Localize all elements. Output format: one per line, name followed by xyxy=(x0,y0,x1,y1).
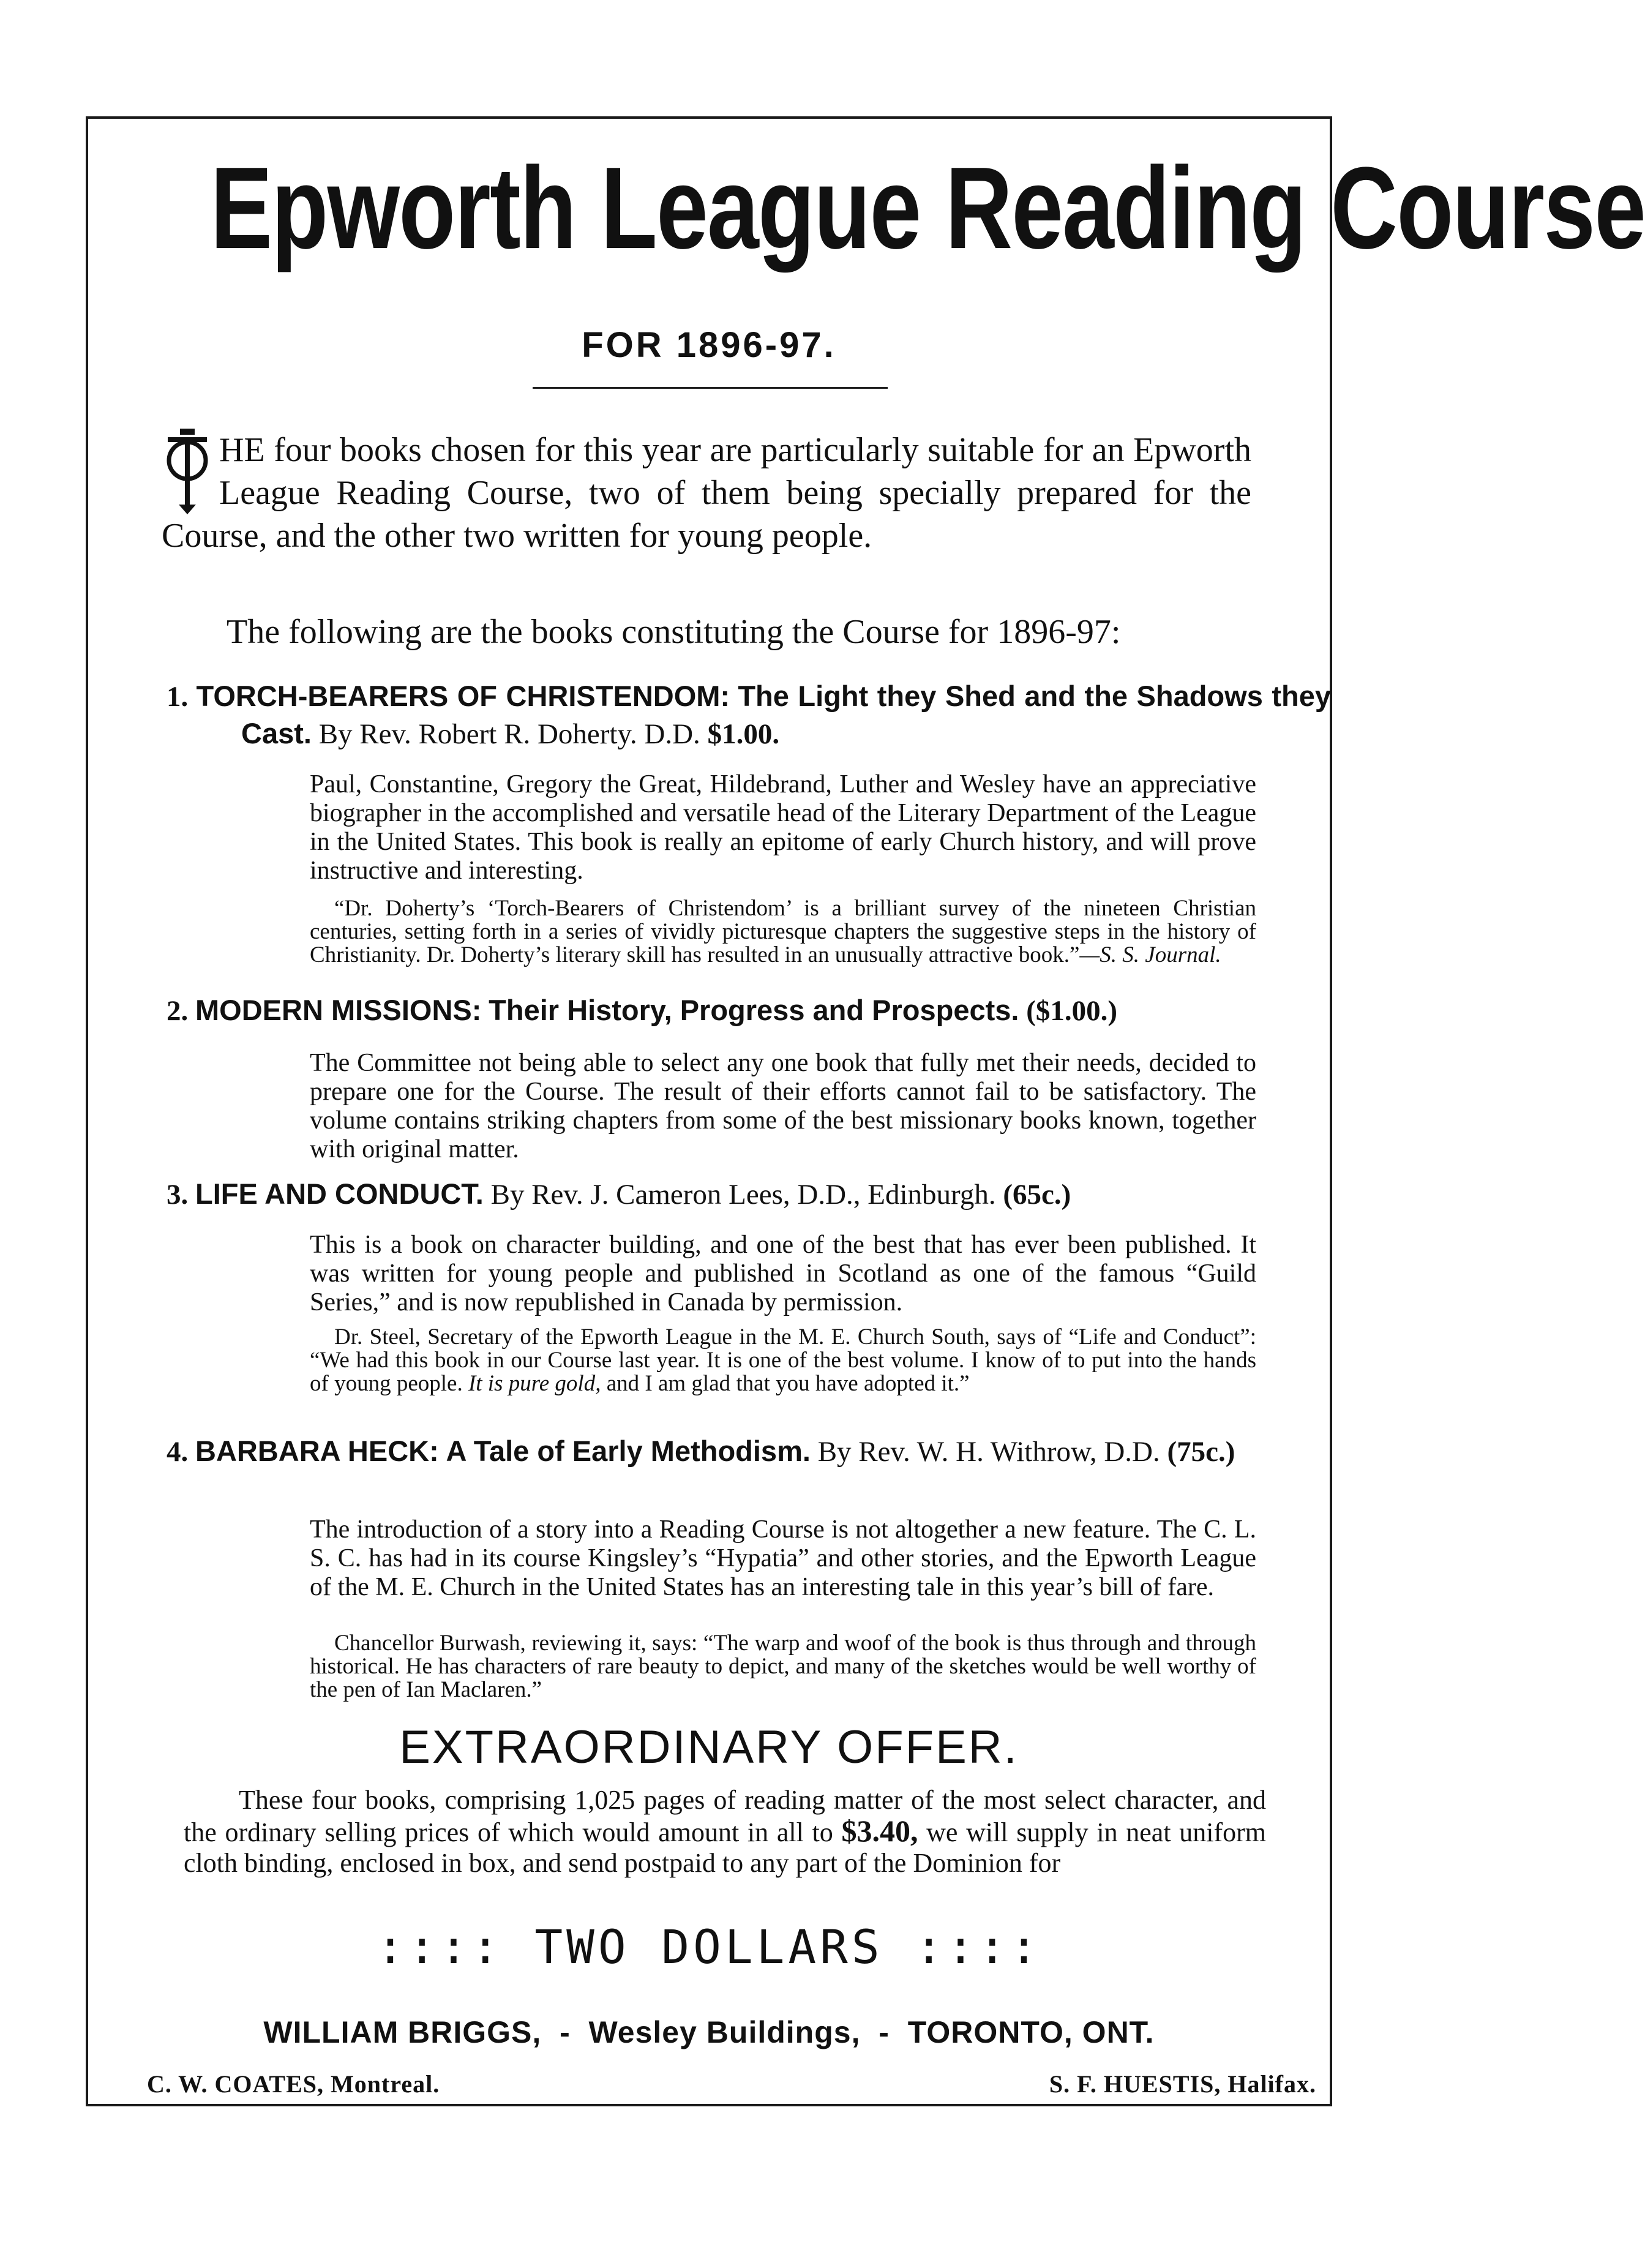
agent-halifax: S. F. HUESTIS, Halifax. xyxy=(1049,2070,1316,2098)
publisher-separator-1: - xyxy=(560,2015,571,2049)
book-4-description: The introduction of a story into a Reading Course is not altogether a new feature. The C. L. S. C. has had in its course Kingsley’s “Hypatia” and other stories, and the Epworth League of the M. E. Church in the United States has an interesting tale in this year’s bill of fare. xyxy=(310,1515,1256,1601)
book-4-price: (75c.) xyxy=(1167,1436,1235,1468)
publisher-city: TORONTO, ONT. xyxy=(907,2015,1155,2049)
book-4-review: Chancellor Burwash, reviewing it, says: “The warp and woof of the book is thus through and through historical. He has characters of rare beauty to depict, and many of the sketches would be well worthy of the pen of Ian Maclaren.” xyxy=(310,1631,1256,1702)
offer-title: EXTRAORDINARY OFFER. xyxy=(399,1721,1019,1773)
book-1-quote-source: —S. S. Journal. xyxy=(1079,942,1221,967)
book-3-quote-emphasis: It is pure gold, xyxy=(468,1371,601,1396)
offer-paragraph xyxy=(184,1785,1266,1879)
publisher-address: Wesley Buildings, xyxy=(588,2015,861,2049)
offer-price-line: :::: TWO DOLLARS :::: xyxy=(376,1920,1042,1974)
offer-amount: $3.40, xyxy=(841,1814,918,1848)
book-2-heading xyxy=(167,992,1256,1029)
book-1-heading xyxy=(167,678,1331,753)
page-title: Epworth League Reading Course xyxy=(210,143,1645,273)
book-4-author: By Rev. W. H. Withrow, D.D. xyxy=(817,1436,1160,1468)
book-3-title: LIFE AND CONDUCT. xyxy=(195,1177,484,1210)
offer-text-after: we will supply in neat uniform cloth binding, enclosed in box, and send postpaid to any part of the Dominion for xyxy=(184,1817,1266,1878)
publisher-name: WILLIAM BRIGGS, xyxy=(263,2015,542,2049)
book-2-number: 2. xyxy=(167,995,189,1027)
book-2-description: The Committee not being able to select any one book that fully met their needs, decided to prepare one for the Course. The result of their efforts cannot fail to be satisfactory. The volume contains striking chapters from some of the best missionary books known, together with original matter. xyxy=(310,1049,1256,1163)
book-1-number: 1. xyxy=(167,681,189,713)
publisher-separator-2: - xyxy=(879,2015,890,2049)
book-2-price: ($1.00.) xyxy=(1026,995,1118,1027)
book-1-review xyxy=(310,897,1256,967)
book-3-quote: Dr. Steel, Secretary of the Epworth League in the M. E. Church South, says of “Life and Conduct”: “We had this book in our Course last year. It is one of the best volume. I know of to put into the hands of young people. xyxy=(310,1324,1256,1396)
book-4-heading xyxy=(167,1433,1331,1470)
page-subtitle: FOR 1896-97. xyxy=(582,325,836,365)
book-3-heading xyxy=(167,1176,1256,1213)
book-3-author: By Rev. J. Cameron Lees, D.D., Edinburgh. xyxy=(490,1179,996,1211)
book-1-description: Paul, Constantine, Gregory the Great, Hildebrand, Luther and Wesley have an appreciative biographer in the accomplished and versatile head of the Literary Department of the League in the United States. This book is really an epitome of early Church history, and will prove instructive and interesting. xyxy=(310,770,1256,885)
book-2-subtitle: Their History, Progress and Prospects. xyxy=(489,994,1019,1026)
intro-text: HE four books chosen for this year are particularly suitable for an Epworth League Reading Course, two of them being specially prepared for the Course, and the other two written for young people. xyxy=(162,431,1251,555)
offer-text-before: These four books, comprising 1,025 pages of reading matter of the most select character, and the ordinary selling prices of which would amount in all to xyxy=(184,1785,1266,1847)
publisher-line xyxy=(86,2015,1332,2050)
book-1-quote: “Dr. Doherty’s ‘Torch-Bearers of Christendom’ is a brilliant survey of the nineteen Christian centuries, setting forth in a series of vividly picturesque chapters the suggestive steps in the history of Christianity. Dr. Doherty’s literary skill has resulted in an unusually attractive book.” xyxy=(310,896,1256,967)
agent-montreal: C. W. COATES, Montreal. xyxy=(147,2070,440,2098)
book-2-title: MODERN MISSIONS: xyxy=(195,994,482,1026)
following-line: The following are the books constituting the Course for 1896-97: xyxy=(227,613,1121,651)
book-3-review xyxy=(310,1326,1256,1395)
book-4-subtitle: A Tale of Early Methodism. xyxy=(446,1435,811,1467)
title-divider xyxy=(533,387,888,389)
book-1-subtitle: The Light they Shed and the Shadows they Cast. xyxy=(241,680,1332,749)
book-3-description: This is a book on character building, and one of the best that has ever been published. It was written for young people and published in Scotland as one of the famous “Guild Series,” and is now republished in Canada by permission. xyxy=(310,1231,1256,1316)
intro-paragraph xyxy=(162,429,1251,557)
book-3-number: 3. xyxy=(167,1179,189,1211)
book-3-price: (65c.) xyxy=(1003,1179,1071,1211)
book-4-title: BARBARA HECK: xyxy=(195,1435,439,1467)
book-1-title: TORCH-BEARERS OF CHRISTENDOM: xyxy=(196,680,730,712)
book-1-author: By Rev. Robert R. Doherty. D.D. xyxy=(318,718,700,750)
dropcap-ornament-icon xyxy=(162,429,213,514)
book-4-number: 4. xyxy=(167,1436,189,1468)
book-3-quote-end: and I am glad that you have adopted it.” xyxy=(606,1371,970,1396)
book-1-price: $1.00. xyxy=(707,718,780,750)
